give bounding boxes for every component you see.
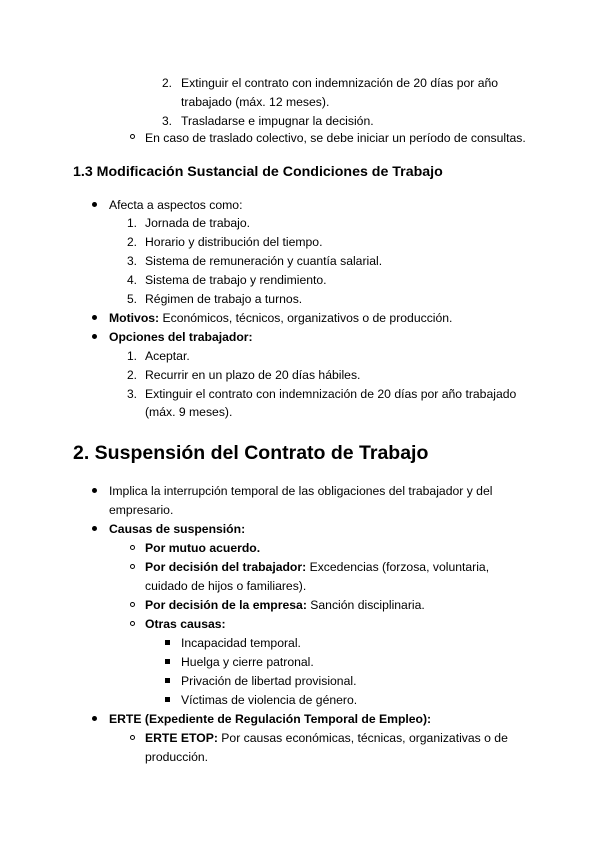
empresa-label: Por decisión de la empresa:: [145, 598, 307, 612]
list-marker: 2.: [162, 76, 173, 90]
circle-bullet-icon: [130, 564, 135, 569]
list-item-text: [145, 729, 508, 747]
disc-bullet-icon: [92, 488, 97, 493]
list-item-text-continued: (máx. 9 meses).: [145, 405, 233, 419]
empresa-text: Sanción disciplinaria.: [306, 598, 425, 612]
list-item-text: Jornada de trabajo.: [145, 216, 251, 230]
causas-label: Causas de suspensión:: [109, 522, 246, 536]
disc-bullet-icon: [92, 334, 97, 339]
list-item-text: Sistema de remuneración y cuantía salarial.: [145, 254, 383, 268]
list-item-text: En caso de traslado colectivo, se debe iniciar un período de consultas.: [145, 131, 526, 145]
list-item-text-continued: empresario.: [109, 503, 174, 517]
list-item-text: Trasladarse e impugnar la decisión.: [181, 114, 374, 128]
list-item-text: Extinguir el contrato con indemnización de 20 días por año trabajado: [145, 387, 517, 401]
erte-label: ERTE (Expediente de Regulación Temporal de Empleo):: [109, 712, 432, 726]
list-item-text: Aceptar.: [145, 349, 190, 363]
list-marker: 2.: [127, 368, 138, 382]
circle-bullet-icon: [130, 134, 135, 139]
trabajador-text: Excedencias (forzosa, voluntaria,: [306, 560, 490, 574]
list-item-text-continued: producción.: [145, 750, 209, 764]
etop-label: ERTE ETOP:: [145, 731, 218, 745]
disc-bullet-icon: [92, 315, 97, 320]
list-item-text: Afecta a aspectos como:: [109, 198, 243, 212]
list-marker: 4.: [127, 273, 138, 287]
list-item-text: Privación de libertad provisional.: [181, 674, 357, 688]
square-bullet-icon: [165, 697, 170, 702]
disc-bullet-icon: [92, 716, 97, 721]
motivos-label: Motivos:: [109, 311, 160, 325]
list-marker: 3.: [127, 387, 138, 401]
circle-bullet-icon: [130, 735, 135, 740]
list-item-text: Régimen de trabajo a turnos.: [145, 292, 303, 306]
square-bullet-icon: [165, 659, 170, 664]
mutuo-label: Por mutuo acuerdo.: [145, 541, 261, 555]
square-bullet-icon: [165, 678, 170, 683]
list-marker: 1.: [127, 216, 138, 230]
list-item-text: [145, 558, 489, 576]
circle-bullet-icon: [130, 621, 135, 626]
disc-bullet-icon: [92, 202, 97, 207]
section-heading: 2. Suspensión del Contrato de Trabajo: [73, 442, 429, 464]
list-marker: 3.: [162, 114, 173, 128]
list-item-text-continued: cuidado de hijos o familiares).: [145, 579, 307, 593]
list-item-text: Extinguir el contrato con indemnización de 20 días por año: [181, 76, 499, 90]
list-item-text: Huelga y cierre patronal.: [181, 655, 314, 669]
disc-bullet-icon: [92, 526, 97, 531]
list-item-text: [145, 596, 425, 614]
list-marker: 1.: [127, 349, 138, 363]
list-item-text-continued: trabajado (máx. 12 meses).: [181, 95, 330, 109]
list-item-text: Horario y distribución del tiempo.: [145, 235, 323, 249]
list-item-text: Recurrir en un plazo de 20 días hábiles.: [145, 368, 361, 382]
trabajador-label: Por decisión del trabajador:: [145, 560, 307, 574]
section-heading: 1.3 Modificación Sustancial de Condiciones de Trabajo: [73, 164, 443, 180]
opciones-label: Opciones del trabajador:: [109, 330, 253, 344]
etop-text: Por causas económicas, técnicas, organizativas o de: [217, 731, 508, 745]
list-item-text: Sistema de trabajo y rendimiento.: [145, 273, 327, 287]
list-item-text: Incapacidad temporal.: [181, 636, 301, 650]
otras-label: Otras causas:: [145, 617, 226, 631]
list-item-text: Víctimas de violencia de género.: [181, 693, 358, 707]
square-bullet-icon: [165, 640, 170, 645]
motivos-text: Económicos, técnicos, organizativos o de producción.: [159, 311, 453, 325]
list-marker: 2.: [127, 235, 138, 249]
list-marker: 3.: [127, 254, 138, 268]
list-marker: 5.: [127, 292, 138, 306]
circle-bullet-icon: [130, 545, 135, 550]
list-item-text: Implica la interrupción temporal de las obligaciones del trabajador y del: [109, 484, 493, 498]
list-item-text: [109, 309, 452, 327]
circle-bullet-icon: [130, 602, 135, 607]
